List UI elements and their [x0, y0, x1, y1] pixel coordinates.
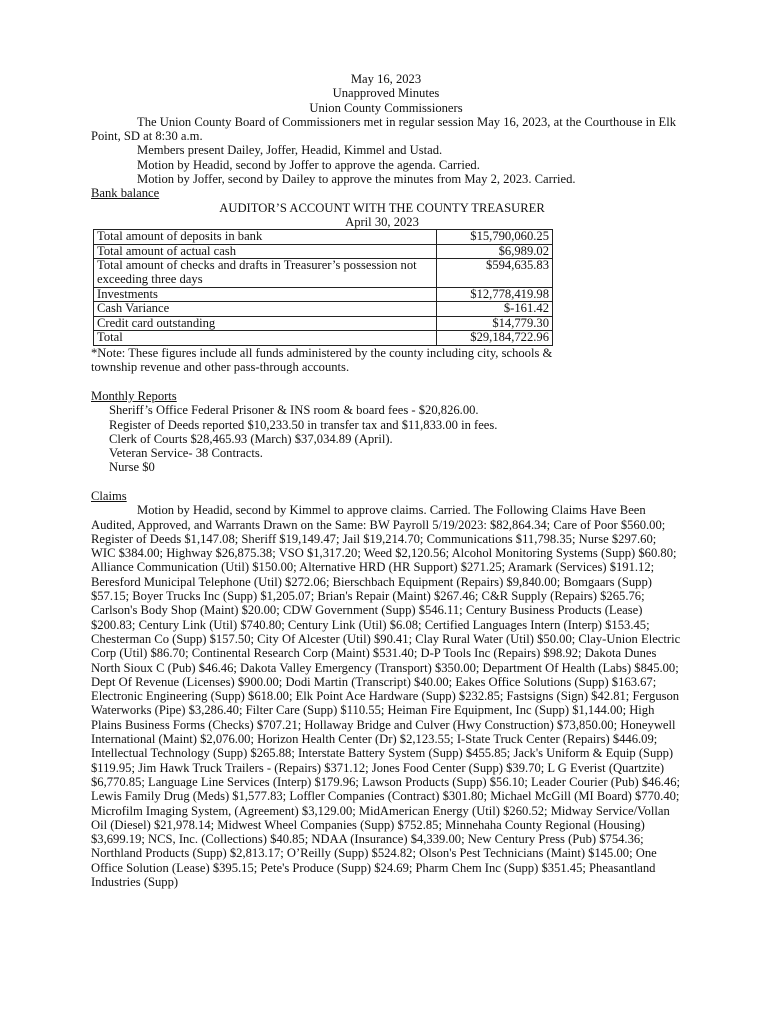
minutes-status: Unapproved Minutes — [332, 86, 440, 101]
body-name: Union County Commissioners — [309, 100, 463, 115]
bank-table-date: April 30, 2023 — [345, 214, 419, 229]
bank-table-title: AUDITOR’S ACCOUNT WITH THE COUNTY TREASURER — [219, 200, 545, 215]
row-amount: $594,635.83 — [436, 259, 553, 287]
members-present: Members present Dailey, Joffer, Headid, Kimmel and Ustad. — [137, 143, 443, 158]
motion-minutes: Motion by Joffer, second by Dailey to approve the minutes from May 2, 2023. Carried. — [137, 172, 576, 187]
row-label: Total amount of actual cash — [94, 244, 437, 259]
row-label: Total amount of deposits in bank — [94, 230, 437, 245]
claims-heading: Claims — [91, 488, 127, 503]
row-amount: $12,778,419.98 — [436, 287, 553, 302]
bank-balance-heading: Bank balance — [91, 186, 160, 201]
row-label: Cash Variance — [94, 302, 437, 317]
row-label: Credit card outstanding — [94, 316, 437, 331]
row-amount: $6,989.02 — [436, 244, 553, 259]
table-row — [94, 259, 553, 287]
row-label: Total — [94, 331, 437, 346]
report-item: Veteran Service- 38 Contracts. — [109, 446, 263, 461]
row-amount: $15,790,060.25 — [436, 230, 553, 245]
report-item: Sheriff’s Office Federal Prisoner & INS room & board fees - $20,826.00. — [109, 403, 479, 418]
table-row — [94, 287, 553, 302]
table-row — [94, 316, 553, 331]
opening-paragraph: The Union County Board of Commissioners met in regular session May 16, 2023, at the Courthouse in Elk Point, SD at 8:30 a.m. — [91, 114, 677, 144]
table-row — [94, 331, 553, 346]
motion-agenda: Motion by Headid, second by Joffer to approve the agenda. Carried. — [137, 157, 480, 172]
row-label: Total amount of checks and drafts in Treasurer’s possession not exceeding three days — [94, 259, 437, 287]
table-row — [94, 230, 553, 245]
report-item: Clerk of Courts $28,465.93 (March) $37,034.89 (April). — [109, 431, 393, 446]
bank-balance-table — [93, 229, 553, 346]
monthly-reports-list — [91, 403, 681, 474]
row-amount: $29,184,722.96 — [436, 331, 553, 346]
report-item: Register of Deeds reported $10,233.50 in transfer tax and $11,833.00 in fees. — [109, 417, 498, 432]
row-amount: $-161.42 — [436, 302, 553, 317]
row-amount: $14,779.30 — [436, 316, 553, 331]
table-row — [94, 302, 553, 317]
claims-paragraph: Motion by Headid, second by Kimmel to approve claims. Carried. The Following Claims Have Been Audited, Approved, and Warrants Drawn on the Same: BW Payroll 5/19/2023: $82,864.34; Care of Poor $560.00; Register of Deeds $1,147.08; Sheriff $19,149.47; Jail $19,214.70; Communications $11,798.35; Nurse $297.60; WIC $384.00; Highway $26,875.38; VSO $1,317.20; Weed $2,120.56; Alcohol Monitoring Systems (Supp) $60.80; Alliance Communication (Util) $150.00; Alternative HRD (HR Support) $271.25; Aramark (Services) $191.12; Beresford Municipal Telephone (Util) $272.06; Bierschbach Equipment (Repairs) $9,840.00; Bomgaars (Supp) $57.15; Boyer Trucks Inc (Supp) $1,205.07; Brian's Repair (Maint) $267.46; C&R Supply (Repairs) $265.76; Carlson's Body Shop (Maint) $20.00; CDW Government (Supp) $546.11; Century Business Products (Lease) $200.83; Century Link (Util) $740.80; Century Link (Util) $6.08; Certified Languages Intern (Interp) $153.45; Chesterman Co (Supp) $157.50; City Of Alcester (Util) $90.41; Clay Rural Water (Util) $50.00; Clay-Union Electric Corp (Util) $86.70; Continental Research Corp (Maint) $531.40; D-P Tools Inc (Repairs) $98.92; Dakota Dunes North Sioux C (Pub) $46.46; Dakota Valley Emergency (Transport) $350.00; Department Of Health (Labs) $845.00; Dept Of Revenue (Licenses) $900.00; Dodi Martin (Transcript) $40.00; Eakes Office Solutions (Supp) $163.67; Electronic Engineering (Supp) $618.00; Elk Point Ace Hardware (Supp) $232.85; Fastsigns (Sign) $42.81; Ferguson Waterworks (Pipe) $3,286.40; Filter Care (Supp) $110.55; Heiman Fire Equipment, Inc (Supp) $1,144.00; High Plains Business Forms (Checks) $707.21; Hollaway Bridge and Culver (Hwy Construction) $73,850.00; Honeywell International (Maint) $2,076.00; Horizon Health Center (Dr) $2,123.55; I-State Truck Center (Repairs) $446.09; Intellectual Technology (Supp) $265.88; Interstate Battery System (Supp) $455.85; Jack's Uniform & Equip (Supp) $119.95; Jim Hawk Truck Trailers - (Repairs) $371.12; Jones Food Center (Supp) $39.70; L G Everist (Quartzite) $6,770.85; Language Line Services (Interp) $179.96; Lawson Products (Supp) $56.10; Leader Courier (Pub) $46.46; Lewis Family Drug (Meds) $1,577.83; Loffler Companies (Contract) $301.80; Michael McGill (MI Board) $770.40; Microfilm Imaging System, (Agreement) $3,129.00; MidAmerican Energy (Util) $260.52; Midway Service/Vollan Oil (Diesel) $21,978.14; Midwest Wheel Companies (Supp) $752.85; Minnehaha County Regional (Housing) $3,699.19; NCS, Inc. (Collections) $40.85; NDAA (Insurance) $4,339.00; New Century Press (Pub) $754.36; Northland Products (Supp) $2,813.17; O’Reilly (Supp) $524.82; Olson's Pest Technicians (Maint) $145.00; One Office Solution (Lease) $395.15; Pete's Produce (Supp) $24.69; Pharm Chem Inc (Supp) $351.45; Pheasantland Industries (Supp) — [91, 503, 681, 889]
monthly-reports-heading: Monthly Reports — [91, 388, 177, 403]
minutes-page — [91, 72, 681, 889]
bank-note: *Note: These figures include all funds administered by the county including city, schools & township revenue and other pass-through accounts. — [91, 346, 553, 375]
row-label: Investments — [94, 287, 437, 302]
table-row — [94, 244, 553, 259]
meeting-date: May 16, 2023 — [350, 72, 422, 86]
report-item: Nurse $0 — [109, 460, 155, 475]
